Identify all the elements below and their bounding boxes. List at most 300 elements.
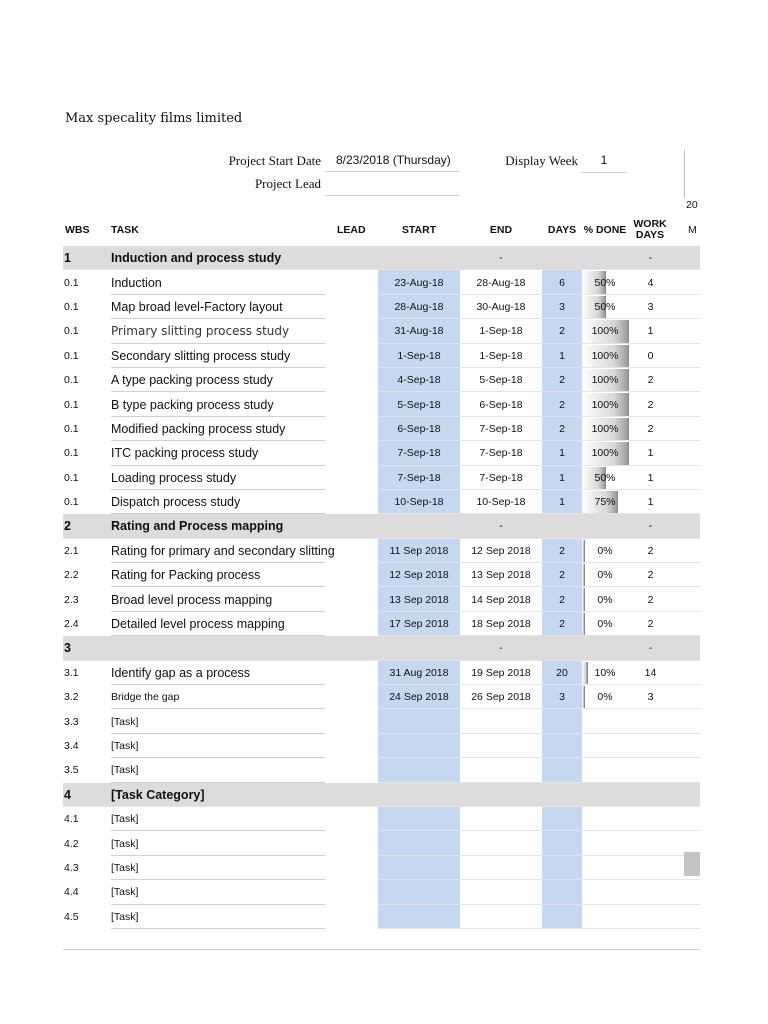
percent-done-cell-text: 50% <box>594 471 616 484</box>
task-cell-text: Secondary slitting process study <box>111 348 291 363</box>
percent-done-cell[interactable] <box>582 612 628 636</box>
days-cell[interactable] <box>542 783 582 807</box>
start-date-cell[interactable] <box>378 880 460 904</box>
end-date-cell[interactable] <box>460 734 542 758</box>
end-date-cell[interactable] <box>460 612 542 636</box>
start-date-cell-text: 7-Sep-18 <box>397 447 441 460</box>
work-days-cell <box>628 417 673 441</box>
task-cell[interactable] <box>111 856 387 880</box>
work-days-cell <box>628 758 673 782</box>
wbs-cell-text: 4.1 <box>64 813 79 826</box>
work-days-cell-text: 1 <box>647 447 654 460</box>
task-cell[interactable] <box>111 246 387 270</box>
wbs-cell <box>64 319 108 343</box>
table-row[interactable] <box>63 270 700 294</box>
end-date-cell[interactable] <box>460 783 542 807</box>
project-start-label: Project Start Date <box>228 153 321 168</box>
percent-done-cell-text: 0% <box>597 691 613 704</box>
wbs-cell-text: 2.1 <box>64 544 79 557</box>
days-cell-text: 2 <box>559 398 565 411</box>
gantt-year-header: 20 <box>686 199 698 211</box>
end-date-cell[interactable] <box>460 246 542 270</box>
days-cell[interactable] <box>542 905 582 929</box>
work-days-cell <box>628 807 673 831</box>
percent-done-cell[interactable] <box>582 441 628 465</box>
wbs-cell-text: 2.4 <box>64 618 79 631</box>
start-date-cell[interactable] <box>378 246 460 270</box>
task-cell-text: Dispatch process study <box>111 495 241 510</box>
header-done: % DONE <box>583 223 627 236</box>
end-date-cell[interactable] <box>460 368 542 392</box>
work-days-cell-text: - <box>648 520 653 533</box>
days-cell[interactable] <box>542 295 582 319</box>
end-date-cell[interactable] <box>460 392 542 416</box>
work-days-cell-text: 1 <box>647 471 654 484</box>
wbs-cell-text: 0.1 <box>64 398 79 411</box>
start-date-cell[interactable] <box>378 295 460 319</box>
project-lead-field[interactable] <box>325 173 460 196</box>
start-date-cell-text: 12 Sep 2018 <box>389 569 449 582</box>
end-date-cell[interactable] <box>460 709 542 733</box>
end-date-cell-text: - <box>499 520 503 533</box>
wbs-cell-text: 3.5 <box>64 764 79 777</box>
wbs-cell <box>64 783 108 807</box>
percent-done-cell-text: 100% <box>591 325 619 338</box>
task-cell[interactable] <box>111 661 387 685</box>
days-cell[interactable] <box>542 417 582 441</box>
category-row[interactable] <box>63 514 700 538</box>
percent-done-cell[interactable] <box>582 514 628 538</box>
task-cell[interactable] <box>111 344 387 368</box>
end-date-cell[interactable] <box>460 417 542 441</box>
work-days-cell-text: 2 <box>647 374 654 387</box>
percent-done-cell[interactable] <box>582 856 628 880</box>
progress-bar <box>582 613 585 635</box>
days-cell-text: 2 <box>559 593 565 606</box>
days-cell[interactable] <box>542 831 582 855</box>
task-cell[interactable] <box>111 758 387 782</box>
start-date-cell-text: 31-Aug-18 <box>394 325 444 338</box>
task-table <box>63 246 700 929</box>
header-end: END <box>489 223 513 236</box>
work-days-cell <box>628 709 673 733</box>
percent-done-cell[interactable] <box>582 880 628 904</box>
end-date-cell[interactable] <box>460 661 542 685</box>
progress-bar <box>582 686 585 708</box>
percent-done-cell[interactable] <box>582 734 628 758</box>
work-days-cell-text: 2 <box>647 544 654 557</box>
wbs-cell-text: 2 <box>64 519 71 534</box>
work-days-cell <box>628 441 673 465</box>
task-cell[interactable] <box>111 587 387 611</box>
wbs-cell <box>64 856 108 880</box>
task-cell-text: Detailed level process mapping <box>111 617 285 632</box>
work-days-cell <box>628 246 673 270</box>
task-cell[interactable] <box>111 783 387 807</box>
days-cell[interactable] <box>542 636 582 660</box>
progress-bar <box>582 662 588 684</box>
wbs-cell-text: 3.1 <box>64 666 79 679</box>
start-date-cell[interactable] <box>378 905 460 929</box>
work-days-cell <box>628 563 673 587</box>
days-cell[interactable] <box>542 734 582 758</box>
percent-done-cell[interactable] <box>582 661 628 685</box>
end-date-cell[interactable] <box>460 758 542 782</box>
header-task: TASK <box>111 224 139 236</box>
wbs-cell-text: 0.1 <box>64 276 79 289</box>
task-cell[interactable] <box>111 685 387 709</box>
wbs-cell <box>64 392 108 416</box>
percent-done-cell[interactable] <box>582 758 628 782</box>
task-cell[interactable] <box>111 563 387 587</box>
end-date-cell[interactable] <box>460 807 542 831</box>
task-cell[interactable] <box>111 319 387 343</box>
percent-done-cell-text: 100% <box>591 349 619 362</box>
task-cell-text: [Task] <box>111 861 139 874</box>
start-date-cell[interactable] <box>378 417 460 441</box>
table-row[interactable] <box>63 831 700 855</box>
wbs-cell <box>64 709 108 733</box>
task-cell[interactable] <box>111 880 387 904</box>
days-cell[interactable] <box>542 466 582 490</box>
start-date-cell[interactable] <box>378 734 460 758</box>
days-cell[interactable] <box>542 685 582 709</box>
end-date-cell[interactable] <box>460 295 542 319</box>
days-cell-text: 2 <box>559 569 565 582</box>
percent-done-cell-text: 100% <box>591 374 619 387</box>
start-date-cell[interactable] <box>378 466 460 490</box>
days-cell[interactable] <box>542 319 582 343</box>
wbs-cell <box>64 368 108 392</box>
days-cell[interactable] <box>542 709 582 733</box>
work-days-cell <box>628 490 673 514</box>
days-cell[interactable] <box>542 563 582 587</box>
table-row[interactable] <box>63 539 700 563</box>
task-cell[interactable] <box>111 441 387 465</box>
task-cell[interactable] <box>111 490 387 514</box>
start-date-cell[interactable] <box>378 831 460 855</box>
wbs-cell <box>64 514 108 538</box>
table-row[interactable] <box>63 392 700 416</box>
percent-done-cell[interactable] <box>582 392 628 416</box>
start-date-cell[interactable] <box>378 783 460 807</box>
end-date-cell-text: - <box>499 642 503 655</box>
wbs-cell-text: 3.3 <box>64 715 79 728</box>
work-days-cell <box>628 539 673 563</box>
start-date-cell[interactable] <box>378 709 460 733</box>
table-bottom-line <box>63 949 700 950</box>
percent-done-cell[interactable] <box>582 368 628 392</box>
days-cell-text: 6 <box>559 276 565 289</box>
table-row[interactable] <box>63 758 700 782</box>
wbs-cell <box>64 563 108 587</box>
days-cell[interactable] <box>542 490 582 514</box>
end-date-cell[interactable] <box>460 880 542 904</box>
end-date-cell-text: 28-Aug-18 <box>476 276 526 289</box>
table-row[interactable] <box>63 661 700 685</box>
end-date-cell[interactable] <box>460 831 542 855</box>
table-row[interactable] <box>63 319 700 343</box>
start-date-cell[interactable] <box>378 661 460 685</box>
wbs-cell-text: 0.1 <box>64 374 79 387</box>
wbs-cell-text: 0.1 <box>64 471 79 484</box>
end-date-cell[interactable] <box>460 441 542 465</box>
task-cell-text: [Task] <box>111 715 139 728</box>
end-date-cell[interactable] <box>460 466 542 490</box>
work-days-cell <box>628 636 673 660</box>
task-cell-text: [Task] <box>111 910 139 923</box>
work-days-cell-text: - <box>648 252 653 265</box>
table-row[interactable] <box>63 417 700 441</box>
end-date-cell[interactable] <box>460 563 542 587</box>
start-date-cell[interactable] <box>378 514 460 538</box>
days-cell[interactable] <box>542 368 582 392</box>
wbs-cell-text: 1 <box>64 251 71 266</box>
end-date-cell-text: 26 Sep 2018 <box>471 691 531 704</box>
task-cell-text: Rating and Process mapping <box>111 519 284 534</box>
wbs-cell <box>64 880 108 904</box>
start-date-cell[interactable] <box>378 319 460 343</box>
end-date-cell[interactable] <box>460 344 542 368</box>
percent-done-cell[interactable] <box>582 563 628 587</box>
task-cell[interactable] <box>111 368 387 392</box>
work-days-cell <box>628 856 673 880</box>
start-date-cell[interactable] <box>378 344 460 368</box>
category-row[interactable] <box>63 636 700 660</box>
days-cell[interactable] <box>542 246 582 270</box>
days-cell-text: 1 <box>559 447 565 460</box>
end-date-cell[interactable] <box>460 587 542 611</box>
task-cell[interactable] <box>111 270 387 294</box>
task-underline <box>111 928 325 929</box>
table-row[interactable] <box>63 685 700 709</box>
display-week-field[interactable]: 1 <box>581 150 627 173</box>
percent-done-cell[interactable] <box>582 490 628 514</box>
days-cell[interactable] <box>542 612 582 636</box>
percent-done-cell[interactable] <box>582 783 628 807</box>
table-row[interactable] <box>63 368 700 392</box>
days-cell[interactable] <box>542 270 582 294</box>
start-date-cell[interactable] <box>378 856 460 880</box>
percent-done-cell[interactable] <box>582 539 628 563</box>
start-date-cell[interactable] <box>378 441 460 465</box>
table-row[interactable] <box>63 490 700 514</box>
start-date-cell[interactable] <box>378 612 460 636</box>
days-cell[interactable] <box>542 807 582 831</box>
project-lead-label: Project Lead <box>254 176 321 191</box>
percent-done-cell-text: 0% <box>597 618 613 631</box>
percent-done-cell[interactable] <box>582 417 628 441</box>
header-days: DAYS <box>547 223 577 236</box>
table-row[interactable] <box>63 905 700 929</box>
days-cell[interactable] <box>542 392 582 416</box>
wbs-cell <box>64 417 108 441</box>
table-row[interactable] <box>63 856 700 880</box>
percent-done-cell[interactable] <box>582 807 628 831</box>
task-cell-text: A type packing process study <box>111 373 273 388</box>
end-date-cell[interactable] <box>460 514 542 538</box>
days-cell[interactable] <box>542 344 582 368</box>
days-cell[interactable] <box>542 587 582 611</box>
table-row[interactable] <box>63 344 700 368</box>
start-date-cell[interactable] <box>378 490 460 514</box>
start-date-cell-text: 7-Sep-18 <box>397 471 441 484</box>
wbs-cell <box>64 636 108 660</box>
wbs-cell-text: 0.1 <box>64 496 79 509</box>
days-cell[interactable] <box>542 856 582 880</box>
percent-done-cell[interactable] <box>582 295 628 319</box>
percent-done-cell-text: 0% <box>597 544 613 557</box>
wbs-cell <box>64 758 108 782</box>
work-days-cell-text: 2 <box>647 618 654 631</box>
header-wbs: WBS <box>65 224 90 236</box>
start-date-cell[interactable] <box>378 392 460 416</box>
row-divider <box>378 928 700 929</box>
percent-done-cell[interactable] <box>582 831 628 855</box>
task-cell-text: Identify gap as a process <box>111 665 250 680</box>
work-days-cell-text: - <box>648 642 653 655</box>
table-row[interactable] <box>63 587 700 611</box>
days-cell[interactable] <box>542 661 582 685</box>
table-row[interactable] <box>63 709 700 733</box>
end-date-cell[interactable] <box>460 856 542 880</box>
percent-done-cell-text: 100% <box>591 422 619 435</box>
percent-done-cell-text: 50% <box>594 276 616 289</box>
start-date-cell[interactable] <box>378 587 460 611</box>
percent-done-cell[interactable] <box>582 709 628 733</box>
end-date-cell[interactable] <box>460 490 542 514</box>
end-date-cell[interactable] <box>460 685 542 709</box>
work-days-cell <box>628 905 673 929</box>
work-days-cell-text: 3 <box>647 300 654 313</box>
work-days-cell-text: 4 <box>647 276 654 289</box>
wbs-cell-text: 4.2 <box>64 837 79 850</box>
task-cell[interactable] <box>111 612 387 636</box>
table-row[interactable] <box>63 466 700 490</box>
percent-done-cell[interactable] <box>582 587 628 611</box>
work-days-cell <box>628 685 673 709</box>
end-date-cell-text: 10-Sep-18 <box>476 496 526 509</box>
task-cell[interactable] <box>111 466 387 490</box>
task-cell[interactable] <box>111 417 387 441</box>
start-date-cell[interactable] <box>378 636 460 660</box>
task-cell[interactable] <box>111 831 387 855</box>
start-date-cell[interactable] <box>378 758 460 782</box>
gantt-scrollbar[interactable] <box>684 852 700 876</box>
task-cell-text: ITC packing process study <box>111 446 259 461</box>
work-days-cell <box>628 295 673 319</box>
work-days-cell <box>628 270 673 294</box>
table-row[interactable] <box>63 807 700 831</box>
percent-done-cell[interactable] <box>582 685 628 709</box>
wbs-cell-text: 4.4 <box>64 886 79 899</box>
wbs-cell-text: 0.1 <box>64 325 79 338</box>
days-cell[interactable] <box>542 441 582 465</box>
end-date-cell-text: 7-Sep-18 <box>479 471 523 484</box>
start-date-cell[interactable] <box>378 368 460 392</box>
wbs-cell <box>64 612 108 636</box>
task-cell[interactable] <box>111 709 387 733</box>
category-row[interactable] <box>63 783 700 807</box>
end-date-cell[interactable] <box>460 319 542 343</box>
header-start: START <box>401 223 437 236</box>
end-date-cell[interactable] <box>460 270 542 294</box>
task-cell-text: Bridge the gap <box>111 691 180 704</box>
days-cell[interactable] <box>542 514 582 538</box>
percent-done-cell[interactable] <box>582 344 628 368</box>
days-cell-text: 20 <box>556 666 568 679</box>
days-cell[interactable] <box>542 880 582 904</box>
table-row[interactable] <box>63 563 700 587</box>
task-cell[interactable] <box>111 905 387 929</box>
percent-done-cell-text: 75% <box>594 496 616 509</box>
progress-bar <box>582 540 585 562</box>
work-days-cell <box>628 734 673 758</box>
days-cell-text: 1 <box>559 496 565 509</box>
task-cell-text: Modified packing process study <box>111 421 286 436</box>
end-date-cell[interactable] <box>460 905 542 929</box>
start-date-cell[interactable] <box>378 685 460 709</box>
project-start-field[interactable]: 8/23/2018 (Thursday) <box>325 150 460 172</box>
wbs-cell <box>64 905 108 929</box>
task-cell[interactable] <box>111 539 387 563</box>
percent-done-cell[interactable] <box>582 905 628 929</box>
table-row[interactable] <box>63 441 700 465</box>
wbs-cell <box>64 344 108 368</box>
start-date-cell[interactable] <box>378 807 460 831</box>
task-cell[interactable] <box>111 636 387 660</box>
task-cell[interactable] <box>111 295 387 319</box>
days-cell-text: 1 <box>559 349 565 362</box>
start-date-cell-text: 31 Aug 2018 <box>389 666 449 679</box>
days-cell-text: 2 <box>559 374 565 387</box>
task-cell[interactable] <box>111 807 387 831</box>
work-days-cell <box>628 514 673 538</box>
work-days-cell-text: 2 <box>647 593 654 606</box>
task-cell[interactable] <box>111 392 387 416</box>
end-date-cell-text: 7-Sep-18 <box>479 447 523 460</box>
start-date-cell[interactable] <box>378 539 460 563</box>
task-cell-text: Primary slitting process study <box>111 324 290 339</box>
percent-done-cell[interactable] <box>582 319 628 343</box>
start-date-cell-text: 5-Sep-18 <box>397 398 441 411</box>
start-date-cell[interactable] <box>378 270 460 294</box>
end-date-cell[interactable] <box>460 539 542 563</box>
task-cell-text: Map broad level-Factory layout <box>111 299 283 314</box>
task-cell-text: [Task] <box>111 740 139 752</box>
task-cell-text: [Task] <box>111 813 139 826</box>
end-date-cell[interactable] <box>460 636 542 660</box>
start-date-cell[interactable] <box>378 563 460 587</box>
task-cell[interactable] <box>111 514 387 538</box>
percent-done-cell[interactable] <box>582 636 628 660</box>
days-cell-text: 3 <box>559 691 565 704</box>
percent-done-cell[interactable] <box>582 270 628 294</box>
table-row[interactable] <box>63 880 700 904</box>
table-row[interactable] <box>63 612 700 636</box>
table-row[interactable] <box>63 734 700 758</box>
start-date-cell-text: 10-Sep-18 <box>394 496 444 509</box>
days-cell[interactable] <box>542 539 582 563</box>
table-row[interactable] <box>63 295 700 319</box>
wbs-cell-text: 0.1 <box>64 422 79 435</box>
category-row[interactable] <box>63 246 700 270</box>
days-cell[interactable] <box>542 758 582 782</box>
percent-done-cell[interactable] <box>582 466 628 490</box>
end-date-cell-text: 7-Sep-18 <box>479 422 523 435</box>
percent-done-cell[interactable] <box>582 246 628 270</box>
task-cell[interactable] <box>111 734 387 758</box>
